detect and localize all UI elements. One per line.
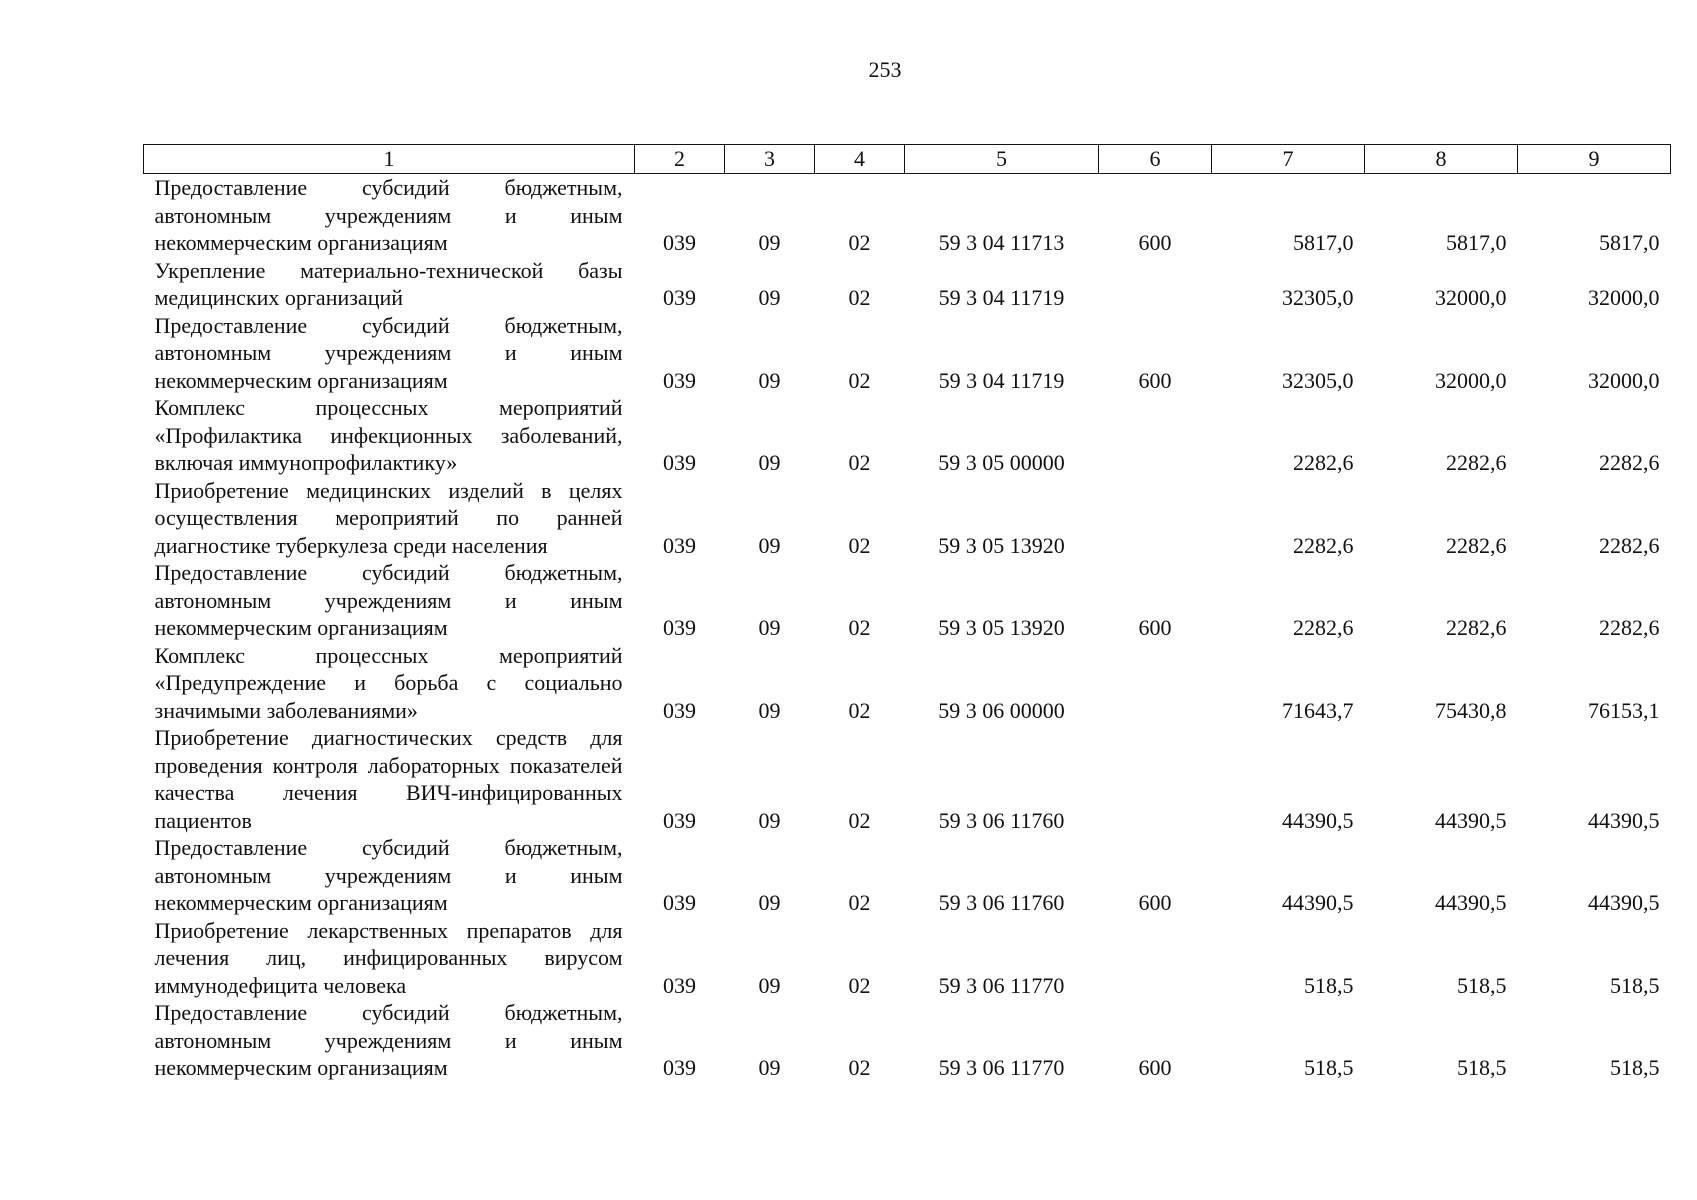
amount-col7-cell: 2282,6 bbox=[1293, 615, 1354, 640]
amount-col7-cell: 44390,5 bbox=[1282, 890, 1354, 915]
amount-col7-cell: 71643,7 bbox=[1282, 697, 1354, 723]
column-header-2: 2 bbox=[635, 145, 725, 174]
column-header-5: 5 bbox=[905, 145, 1099, 174]
target-article-cell: 59 3 04 11713 bbox=[938, 230, 1065, 255]
header-row bbox=[144, 145, 1671, 174]
admin-code-cell: 039 bbox=[663, 367, 696, 393]
table-row bbox=[144, 477, 1671, 560]
amount-col9-cell: 44390,5 bbox=[1588, 807, 1660, 833]
subsection-code-cell: 02 bbox=[848, 532, 871, 558]
section-code-cell: 09 bbox=[758, 450, 781, 475]
amount-col8-cell: 2282,6 bbox=[1446, 615, 1507, 640]
admin-code-cell: 039 bbox=[663, 807, 696, 833]
admin-code-cell: 039 bbox=[663, 972, 696, 998]
column-header-4: 4 bbox=[815, 145, 905, 174]
amount-col9-cell: 44390,5 bbox=[1588, 890, 1660, 915]
subsection-code-cell: 02 bbox=[848, 1055, 871, 1080]
subsection-code-cell: 02 bbox=[848, 367, 871, 393]
target-article-cell: 59 3 04 11719 bbox=[938, 367, 1065, 393]
amount-col9-cell: 32000,0 bbox=[1588, 285, 1660, 310]
amount-col8-cell: 32000,0 bbox=[1435, 285, 1507, 310]
amount-col8-cell: 518,5 bbox=[1457, 972, 1507, 998]
target-article-cell: 59 3 05 13920 bbox=[938, 615, 1065, 640]
expense-type-cell: 600 bbox=[1138, 367, 1172, 393]
amount-col7-cell: 44390,5 bbox=[1282, 807, 1354, 833]
subsection-code-cell: 02 bbox=[848, 697, 871, 723]
amount-col9-cell: 2282,6 bbox=[1599, 450, 1660, 475]
column-header-3: 3 bbox=[725, 145, 815, 174]
amount-col9-cell: 5817,0 bbox=[1599, 230, 1660, 255]
amount-col8-cell: 75430,8 bbox=[1435, 697, 1507, 723]
expense-type-cell bbox=[1099, 257, 1212, 312]
amount-col7-cell: 5817,0 bbox=[1293, 230, 1354, 255]
section-code-cell: 09 bbox=[758, 697, 781, 723]
page-number: 253 bbox=[868, 57, 902, 82]
subsection-code-cell: 02 bbox=[848, 230, 871, 255]
expense-type-cell bbox=[1099, 724, 1212, 834]
admin-code-cell: 039 bbox=[663, 230, 696, 255]
admin-code-cell: 039 bbox=[663, 697, 696, 723]
expense-type-cell bbox=[1099, 642, 1212, 725]
amount-col9-cell: 32000,0 bbox=[1588, 367, 1660, 393]
column-header-1: 1 bbox=[144, 145, 635, 174]
subsection-code-cell: 02 bbox=[848, 807, 871, 833]
table-row bbox=[144, 257, 1671, 312]
amount-col7-cell: 2282,6 bbox=[1293, 450, 1354, 475]
subsection-code-cell: 02 bbox=[848, 890, 871, 915]
budget-table bbox=[143, 144, 1671, 1082]
row-name-cell: Предоставление субсидий бюджетным, автономным учреждениям и иным некоммерческим организациям bbox=[154, 1000, 623, 1080]
amount-col7-cell: 518,5 bbox=[1304, 972, 1354, 998]
admin-code-cell: 039 bbox=[663, 890, 696, 915]
target-article-cell: 59 3 04 11719 bbox=[938, 285, 1065, 310]
amount-col8-cell: 2282,6 bbox=[1446, 450, 1507, 475]
column-header-7: 7 bbox=[1212, 145, 1365, 174]
expense-type-cell: 600 bbox=[1138, 890, 1172, 915]
expense-type-cell: 600 bbox=[1138, 615, 1172, 640]
amount-col9-cell: 518,5 bbox=[1610, 972, 1660, 998]
row-name-cell: Приобретение медицинских изделий в целях осуществления мероприятий по ранней диагностике туберкулеза среди населения bbox=[154, 477, 623, 558]
table-row bbox=[144, 312, 1671, 395]
section-code-cell: 09 bbox=[758, 285, 781, 310]
table-row bbox=[144, 724, 1671, 834]
row-name-cell: Приобретение лекарственных препаратов для лечения лиц, инфицированных вирусом иммунодефицита человека bbox=[154, 917, 623, 998]
expense-type-cell: 600 bbox=[1138, 1055, 1172, 1080]
subsection-code-cell: 02 bbox=[848, 450, 871, 475]
admin-code-cell: 039 bbox=[663, 615, 696, 640]
section-code-cell: 09 bbox=[758, 890, 781, 915]
expense-type-cell bbox=[1099, 394, 1212, 477]
section-code-cell: 09 bbox=[758, 615, 781, 640]
target-article-cell: 59 3 05 00000 bbox=[938, 450, 1065, 475]
amount-col9-cell: 2282,6 bbox=[1599, 615, 1660, 640]
amount-col9-cell: 76153,1 bbox=[1588, 697, 1660, 723]
section-code-cell: 09 bbox=[758, 972, 781, 998]
expense-type-cell bbox=[1099, 917, 1212, 1000]
table-row bbox=[144, 559, 1671, 642]
admin-code-cell: 039 bbox=[663, 285, 696, 310]
amount-col9-cell: 518,5 bbox=[1610, 1055, 1660, 1080]
table-header bbox=[144, 145, 1671, 174]
row-name-cell: Предоставление субсидий бюджетным, автономным учреждениям и иным некоммерческим организациям bbox=[154, 312, 623, 393]
row-name-cell: Комплекс процессных мероприятий «Профилактика инфекционных заболеваний, включая иммунопрофилактику» bbox=[154, 395, 623, 475]
table-row bbox=[144, 999, 1671, 1082]
column-header-8: 8 bbox=[1365, 145, 1518, 174]
table-row bbox=[144, 642, 1671, 725]
amount-col7-cell: 518,5 bbox=[1304, 1055, 1354, 1080]
amount-col8-cell: 5817,0 bbox=[1446, 230, 1507, 255]
table-row bbox=[144, 917, 1671, 1000]
admin-code-cell: 039 bbox=[663, 450, 696, 475]
subsection-code-cell: 02 bbox=[848, 615, 871, 640]
amount-col8-cell: 32000,0 bbox=[1435, 367, 1507, 393]
target-article-cell: 59 3 06 11770 bbox=[938, 1055, 1065, 1080]
target-article-cell: 59 3 06 11770 bbox=[938, 972, 1065, 998]
target-article-cell: 59 3 05 13920 bbox=[938, 532, 1065, 558]
column-header-9: 9 bbox=[1518, 145, 1671, 174]
amount-col7-cell: 2282,6 bbox=[1293, 532, 1354, 558]
amount-col8-cell: 518,5 bbox=[1457, 1055, 1507, 1080]
admin-code-cell: 039 bbox=[663, 532, 696, 558]
section-code-cell: 09 bbox=[758, 230, 781, 255]
amount-col7-cell: 32305,0 bbox=[1282, 285, 1354, 310]
amount-col8-cell: 44390,5 bbox=[1435, 807, 1507, 833]
target-article-cell: 59 3 06 00000 bbox=[938, 697, 1065, 723]
row-name-cell: Предоставление субсидий бюджетным, автономным учреждениям и иным некоммерческим организациям bbox=[154, 835, 623, 915]
amount-col7-cell: 32305,0 bbox=[1282, 367, 1354, 393]
section-code-cell: 09 bbox=[758, 532, 781, 558]
section-code-cell: 09 bbox=[758, 1055, 781, 1080]
target-article-cell: 59 3 06 11760 bbox=[938, 807, 1065, 833]
expense-type-cell bbox=[1099, 477, 1212, 560]
table-row bbox=[144, 174, 1671, 257]
row-name-cell: Комплекс процессных мероприятий «Предупреждение и борьба с социально значимыми заболеваниями» bbox=[154, 642, 623, 723]
subsection-code-cell: 02 bbox=[848, 285, 871, 310]
row-name-cell: Укрепление материально-технической базы медицинских организаций bbox=[154, 257, 623, 310]
amount-col8-cell: 2282,6 bbox=[1446, 532, 1507, 558]
table-row bbox=[144, 834, 1671, 917]
column-header-6: 6 bbox=[1099, 145, 1212, 174]
row-name-cell: Предоставление субсидий бюджетным, автономным учреждениям и иным некоммерческим организациям bbox=[154, 560, 623, 640]
row-name-cell: Предоставление субсидий бюджетным, автономным учреждениям и иным некоммерческим организациям bbox=[154, 175, 623, 255]
subsection-code-cell: 02 bbox=[848, 972, 871, 998]
table-body bbox=[144, 174, 1671, 1082]
row-name-cell: Приобретение диагностических средств для проведения контроля лабораторных показателей качества лечения ВИЧ-инфицированных пациентов bbox=[154, 725, 623, 833]
target-article-cell: 59 3 06 11760 bbox=[938, 890, 1065, 915]
amount-col8-cell: 44390,5 bbox=[1435, 890, 1507, 915]
section-code-cell: 09 bbox=[758, 367, 781, 393]
section-code-cell: 09 bbox=[758, 807, 781, 833]
table-row bbox=[144, 394, 1671, 477]
amount-col9-cell: 2282,6 bbox=[1599, 532, 1660, 558]
admin-code-cell: 039 bbox=[663, 1055, 696, 1080]
expense-type-cell: 600 bbox=[1138, 230, 1172, 255]
